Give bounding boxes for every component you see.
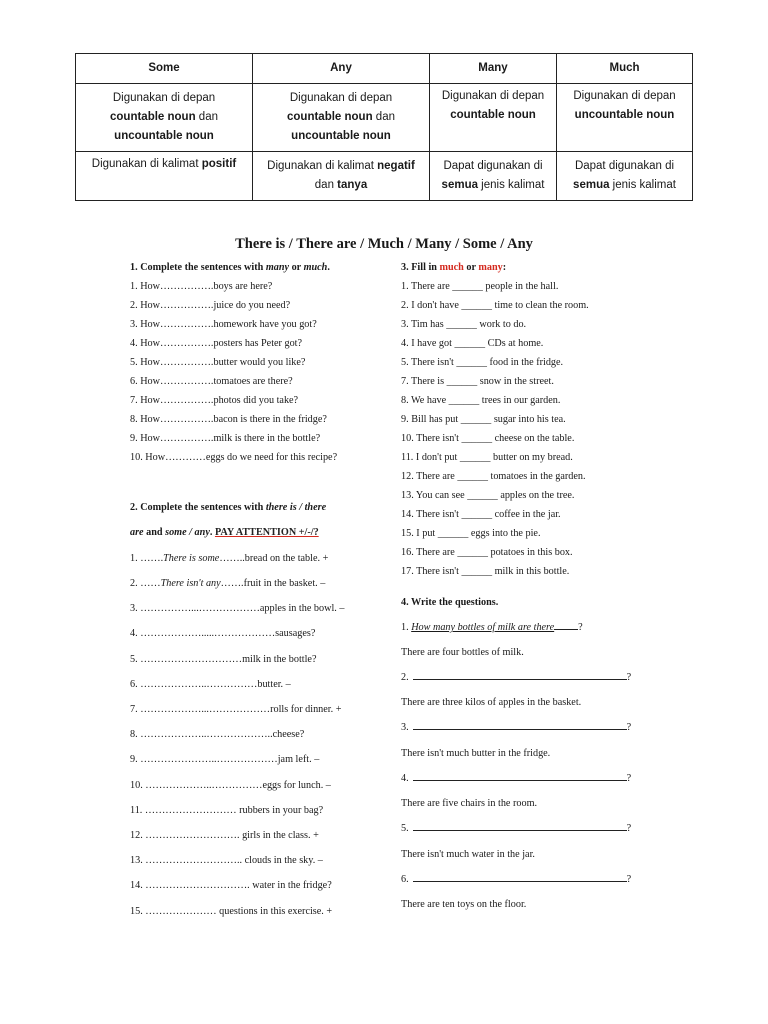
section3-item: 14. There isn't ______ coffee in the jar.	[401, 509, 561, 520]
section3-item: 16. There are ______ potatoes in this box.	[401, 547, 573, 558]
section1-item: 2. How…………….juice do you need?	[130, 300, 291, 311]
section1-item: 1. How…………….boys are here?	[130, 281, 273, 292]
section2-item: 14. …………………………. water in the fridge?	[130, 880, 332, 891]
section1-item: 6. How…………….tomatoes are there?	[130, 376, 293, 387]
section4-question-blank: 3. ?	[401, 722, 632, 733]
section4-heading: 4. Write the questions.	[401, 597, 499, 608]
header-some: Some	[76, 54, 253, 84]
cell-some-usage: Digunakan di depan countable noun dan uncountable noun	[76, 84, 253, 152]
section3-item: 2. I don't have ______ time to clean the room.	[401, 300, 589, 311]
section2-item: 4. ……………….....………………sausages?	[130, 628, 316, 639]
section3-item: 1. There are ______ people in the hall.	[401, 281, 559, 292]
section2-item: 13. ……………………….. clouds in the sky. –	[130, 855, 323, 866]
section2-item: 9. …………………..………………jam left. –	[130, 754, 320, 765]
section2-item: 15. ………………… questions in this exercise. +	[130, 906, 333, 917]
header-much: Much	[557, 54, 693, 84]
worksheet-title: There is / There are / Much / Many / Some / Any	[235, 236, 533, 252]
section2-item: 5. …………………………milk in the bottle?	[130, 654, 317, 665]
section4-statement: There isn't much water in the jar.	[401, 849, 535, 860]
section2-item: 12. ………………………. girls in the class. +	[130, 830, 319, 841]
section2-item: 1. …….There is some……..bread on the table. +	[130, 553, 329, 564]
section2-item: 2. ……There isn't any…….fruit in the basket. –	[130, 578, 326, 589]
section1-item: 8. How…………….bacon is there in the fridge?	[130, 414, 327, 425]
section4-statement: There are ten toys on the floor.	[401, 899, 527, 910]
section4-statement: There isn't much butter in the fridge.	[401, 748, 551, 759]
section4-example: 1. How many bottles of milk are there ?	[401, 622, 583, 633]
example-question: How many bottles of milk are there	[411, 622, 555, 633]
section2-item: 3. ……………...………………apples in the bowl. –	[130, 603, 345, 614]
section2-heading-line1: 2. Complete the sentences with there is / there	[130, 502, 327, 513]
section3-item: 8. We have ______ trees in our garden.	[401, 395, 561, 406]
section1-item: 3. How…………….homework have you got?	[130, 319, 317, 330]
section2-item: 11. ……………………… rubbers in your bag?	[130, 805, 324, 816]
section4-statement: There are five chairs in the room.	[401, 798, 538, 809]
section3-item: 11. I don't put ______ butter on my bread.	[401, 452, 573, 463]
cell-any-sentence: Digunakan di kalimat negatif dan tanya	[253, 152, 430, 201]
section4-statement: There are three kilos of apples in the basket.	[401, 697, 582, 708]
section2-item: 8. ………………..………………..cheese?	[130, 729, 305, 740]
section3-item: 12. There are ______ tomatoes in the garden.	[401, 471, 586, 482]
section4-question-blank: 5. ?	[401, 823, 632, 834]
section4-question-blank: 6. ?	[401, 874, 632, 885]
section2-item: 6. ………………..……………butter. –	[130, 679, 291, 690]
section4-statement: There are four bottles of milk.	[401, 647, 524, 658]
section3-item: 4. I have got ______ CDs at home.	[401, 338, 544, 349]
section1-item: 10. How…………eggs do we need for this recipe?	[130, 452, 338, 463]
section3-item: 15. I put ______ eggs into the pie.	[401, 528, 541, 539]
cell-many-sentence: Dapat digunakan di semua jenis kalimat	[430, 152, 557, 201]
section4-question-blank: 2. ?	[401, 672, 632, 683]
section3-item: 9. Bill has put ______ sugar into his tea.	[401, 414, 566, 425]
section2-item: 10. ………………..……………eggs for lunch. –	[130, 780, 331, 791]
cell-much-sentence: Dapat digunakan di semua jenis kalimat	[557, 152, 693, 201]
section4-question-blank: 4. ?	[401, 773, 632, 784]
section1-item: 7. How…………….photos did you take?	[130, 395, 299, 406]
cell-many-usage: Digunakan di depan countable noun	[430, 84, 557, 152]
section3-item: 7. There is ______ snow in the street.	[401, 376, 554, 387]
section1-item: 5. How…………….butter would you like?	[130, 357, 306, 368]
section3-item: 5. There isn't ______ food in the fridge.	[401, 357, 564, 368]
section3-item: 10. There isn't ______ cheese on the table.	[401, 433, 575, 444]
section2-heading-line2: are and some / any. PAY ATTENTION +/-/?	[130, 527, 319, 538]
section1-heading: 1. Complete the sentences with many or much.	[130, 262, 330, 273]
header-many: Many	[430, 54, 557, 84]
header-any: Any	[253, 54, 430, 84]
cell-any-usage: Digunakan di depan countable noun dan uncountable noun	[253, 84, 430, 152]
section3-item: 3. Tim has ______ work to do.	[401, 319, 527, 330]
cell-much-usage: Digunakan di depan uncountable noun	[557, 84, 693, 152]
section3-item: 13. You can see ______ apples on the tree.	[401, 490, 575, 501]
section3-item: 17. There isn't ______ milk in this bottle.	[401, 566, 570, 577]
cell-some-sentence: Digunakan di kalimat positif	[76, 152, 253, 201]
pay-attention-note: PAY ATTENTION +/-/?	[214, 527, 319, 538]
section3-heading: 3. Fill in much or many:	[401, 262, 507, 273]
section1-item: 4. How…………….posters has Peter got?	[130, 338, 303, 349]
section1-item: 9. How…………….milk is there in the bottle?	[130, 433, 321, 444]
section2-item: 7. ………………...………………rolls for dinner. +	[130, 704, 342, 715]
